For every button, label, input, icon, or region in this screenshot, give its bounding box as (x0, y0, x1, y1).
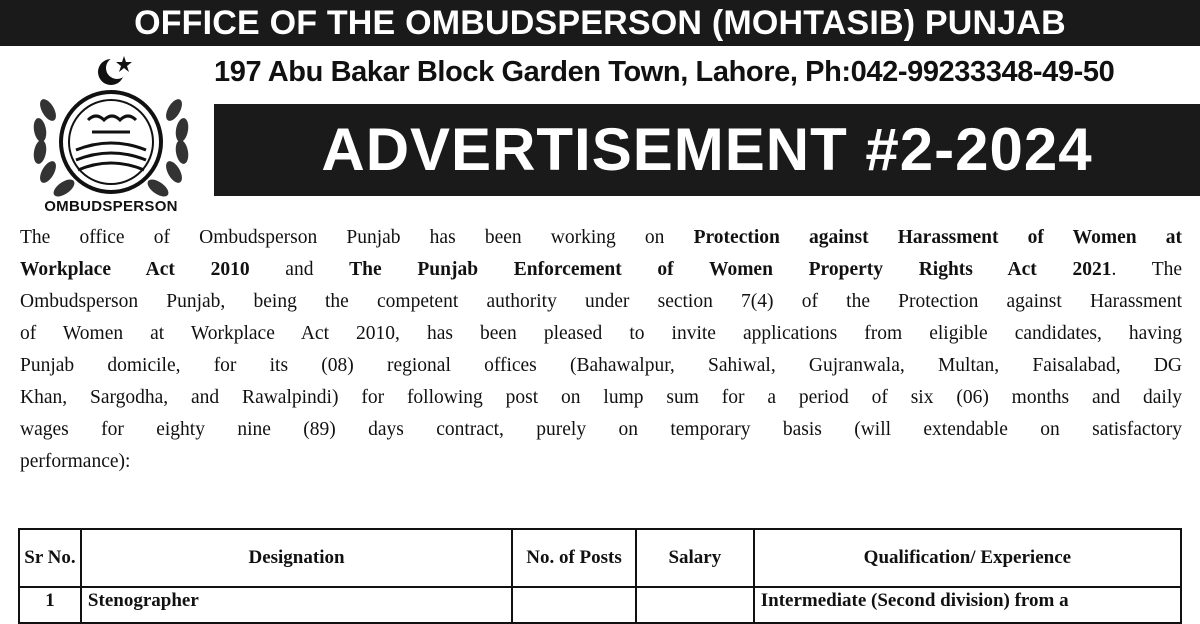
body-line: Khan, Sargodha, and Rawalpindi) for following post on lump sum for a period of six (06) months and daily (20, 387, 1182, 408)
office-title-banner (0, 0, 1200, 46)
cell-sr: 1 (19, 587, 81, 623)
body-line: wages for eighty nine (89) days contract, purely on temporary basis (will extendable on satisfactory (20, 419, 1182, 440)
body-line: of Women at Workplace Act 2010, has been pleased to invite applications from eligible candidates, having (20, 323, 1182, 344)
body-line: The office of Ombudsperson Punjab has been working on Protection against Harassment of Women at (20, 227, 1182, 248)
office-title: OFFICE OF THE OMBUDSPERSON (MOHTASIB) PUNJAB (134, 4, 1066, 42)
header-qualification: Qualification/ Experience (754, 529, 1181, 587)
table-header-row (19, 529, 1181, 587)
header-no-of-posts: No. of Posts (512, 529, 636, 587)
advertisement-body (20, 222, 1182, 478)
body-line: performance): (20, 451, 131, 472)
ombudsperson-emblem-icon (18, 50, 204, 220)
header-sr-no: Sr No. (19, 529, 81, 587)
cell-salary (636, 587, 754, 623)
advertisement-banner (214, 104, 1200, 196)
body-line: Ombudsperson Punjab, being the competent authority under section 7(4) of the Protection against Harassment (20, 291, 1182, 312)
table-row (19, 587, 1181, 623)
header-designation: Designation (81, 529, 512, 587)
office-address: 197 Abu Bakar Block Garden Town, Lahore, Ph:042-99233348-49-50 (214, 56, 1115, 88)
posts-table (18, 528, 1182, 624)
body-line: Punjab domicile, for its (08) regional offices (Bahawalpur, Sahiwal, Gujranwala, Multan, Faisalabad, DG (20, 355, 1182, 376)
advertisement-number: ADVERTISEMENT #2-2024 (321, 116, 1093, 183)
body-line: Workplace Act 2010 and The Punjab Enforcement of Women Property Rights Act 2021. The (20, 259, 1183, 280)
cell-designation: Stenographer (81, 587, 512, 623)
logo-caption: OMBUDSPERSON (44, 198, 178, 215)
cell-posts (512, 587, 636, 623)
cell-qualification: Intermediate (Second division) from a (754, 587, 1181, 623)
header-salary: Salary (636, 529, 754, 587)
